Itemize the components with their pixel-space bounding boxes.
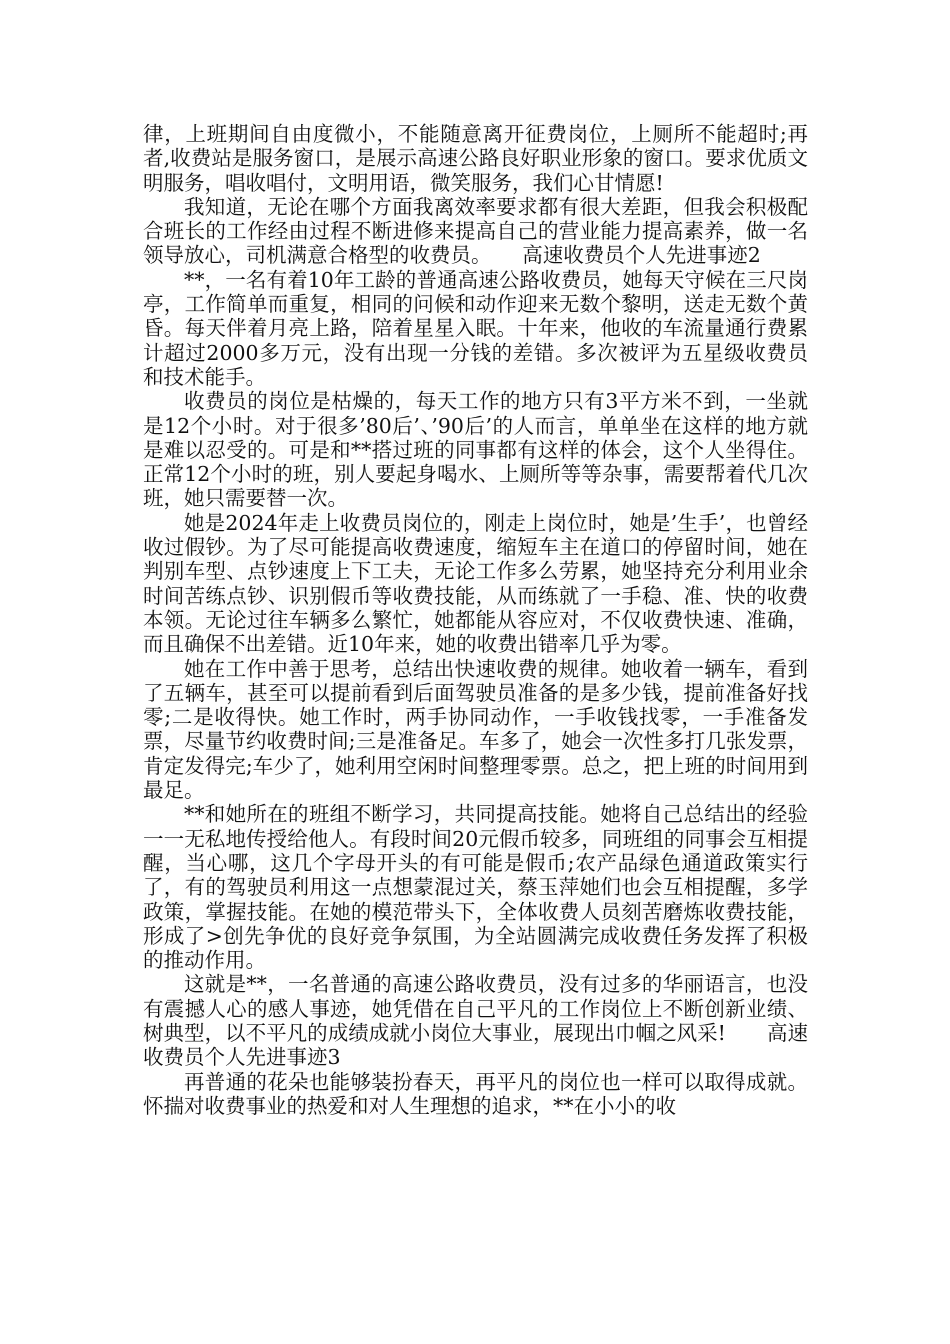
paragraph-2: 我知道，无论在哪个方面我离效率要求都有很大差距，但我会积极配合班长的工作经由过程不断进修来提高自己的营业能力提高素养，做一名领导放心，司机满意合格型的收费员。 高速收费员个人先进事迹2 [143, 194, 808, 268]
paragraph-4: 收费员的岗位是枯燥的，每天工作的地方只有3平方米不到，一坐就是12个小时。对于很多’80后’、’90后’的人而言，单单坐在这样的地方就是难以忍受的。可是和**搭过班的同事都有这样的体会，这个人坐得住。正常12个小时的班，别人要起身喝水、上厕所等等杂事，需要帮着代几次班，她只需要替一次。 [143, 389, 808, 511]
paragraph-6: 她在工作中善于思考，总结出快速收费的规律。她收着一辆车，看到了五辆车，甚至可以提前看到后面驾驶员准备的是多少钱，提前准备好找零;二是收得快。她工作时，两手协同动作，一手收钱找零，一手准备发票，尽量节约收费时间;三是准备足。车多了，她会一次性多打几张发票，肯定发得完;车少了，她利用空闲时间整理零票。总之，把上班的时间用到最足。 [143, 656, 808, 803]
paragraph-5: 她是2024年走上收费员岗位的，刚走上岗位时，她是’生手’，也曾经收过假钞。为了尽可能提高收费速度，缩短车主在道口的停留时间，她在判别车型、点钞速度上下工夫，无论工作多么劳累，她坚持充分利用业余时间苦练点钞、识别假币等收费技能，从而练就了一手稳、准、快的收费本领。无论过往车辆多么繁忙，她都能从容应对，不仅收费快速、准确，而且确保不出差错。近10年来，她的收费出错率几乎为零。 [143, 510, 808, 657]
paragraph-7: **和她所在的班组不断学习，共同提高技能。她将自己总结出的经验一一无私地传授给他人。有段时间20元假币较多，同班组的同事会互相提醒，当心哪，这几个字母开头的有可能是假币;农产品绿色通道政策实行了，有的驾驶员利用这一点想蒙混过关，蔡玉萍她们也会互相提醒，多学政策，掌握技能。在她的模范带头下，全体收费人员刻苦磨炼收费技能，形成了>创先争优的良好竞争氛围，为全站圆满完成收费任务发挥了积极的推动作用。 [143, 802, 808, 973]
document-page [143, 122, 808, 1118]
paragraph-9: 再普通的花朵也能够装扮春天，再平凡的岗位也一样可以取得成就。怀揣对收费事业的热爱和对人生理想的追求，**在小小的收 [143, 1069, 808, 1118]
paragraph-3: **，一名有着10年工龄的普通高速公路收费员，她每天守候在三尺岗亭，工作简单而重复，相同的问候和动作迎来无数个黎明，送走无数个黄昏。每天伴着月亮上路，陪着星星入眠。十年来，他收的车流量通行费累计超过2000多万元，没有出现一分钱的差错。多次被评为五星级收费员和技术能手。 [143, 267, 808, 389]
paragraph-8: 这就是**，一名普通的高速公路收费员，没有过多的华丽语言，也没有震撼人心的感人事迹，她凭借在自己平凡的工作岗位上不断创新业绩、树典型，以不平凡的成绩成就小岗位大事业，展现出巾帼之风采! 高速收费员个人先进事迹3 [143, 972, 808, 1070]
paragraph-1: 律，上班期间自由度微小，不能随意离开征费岗位，上厕所不能超时;再者,收费站是服务窗口，是展示高速公路良好职业形象的窗口。要求优质文明服务，唱收唱付，文明用语，微笑服务，我们心甘情愿! [143, 122, 808, 195]
